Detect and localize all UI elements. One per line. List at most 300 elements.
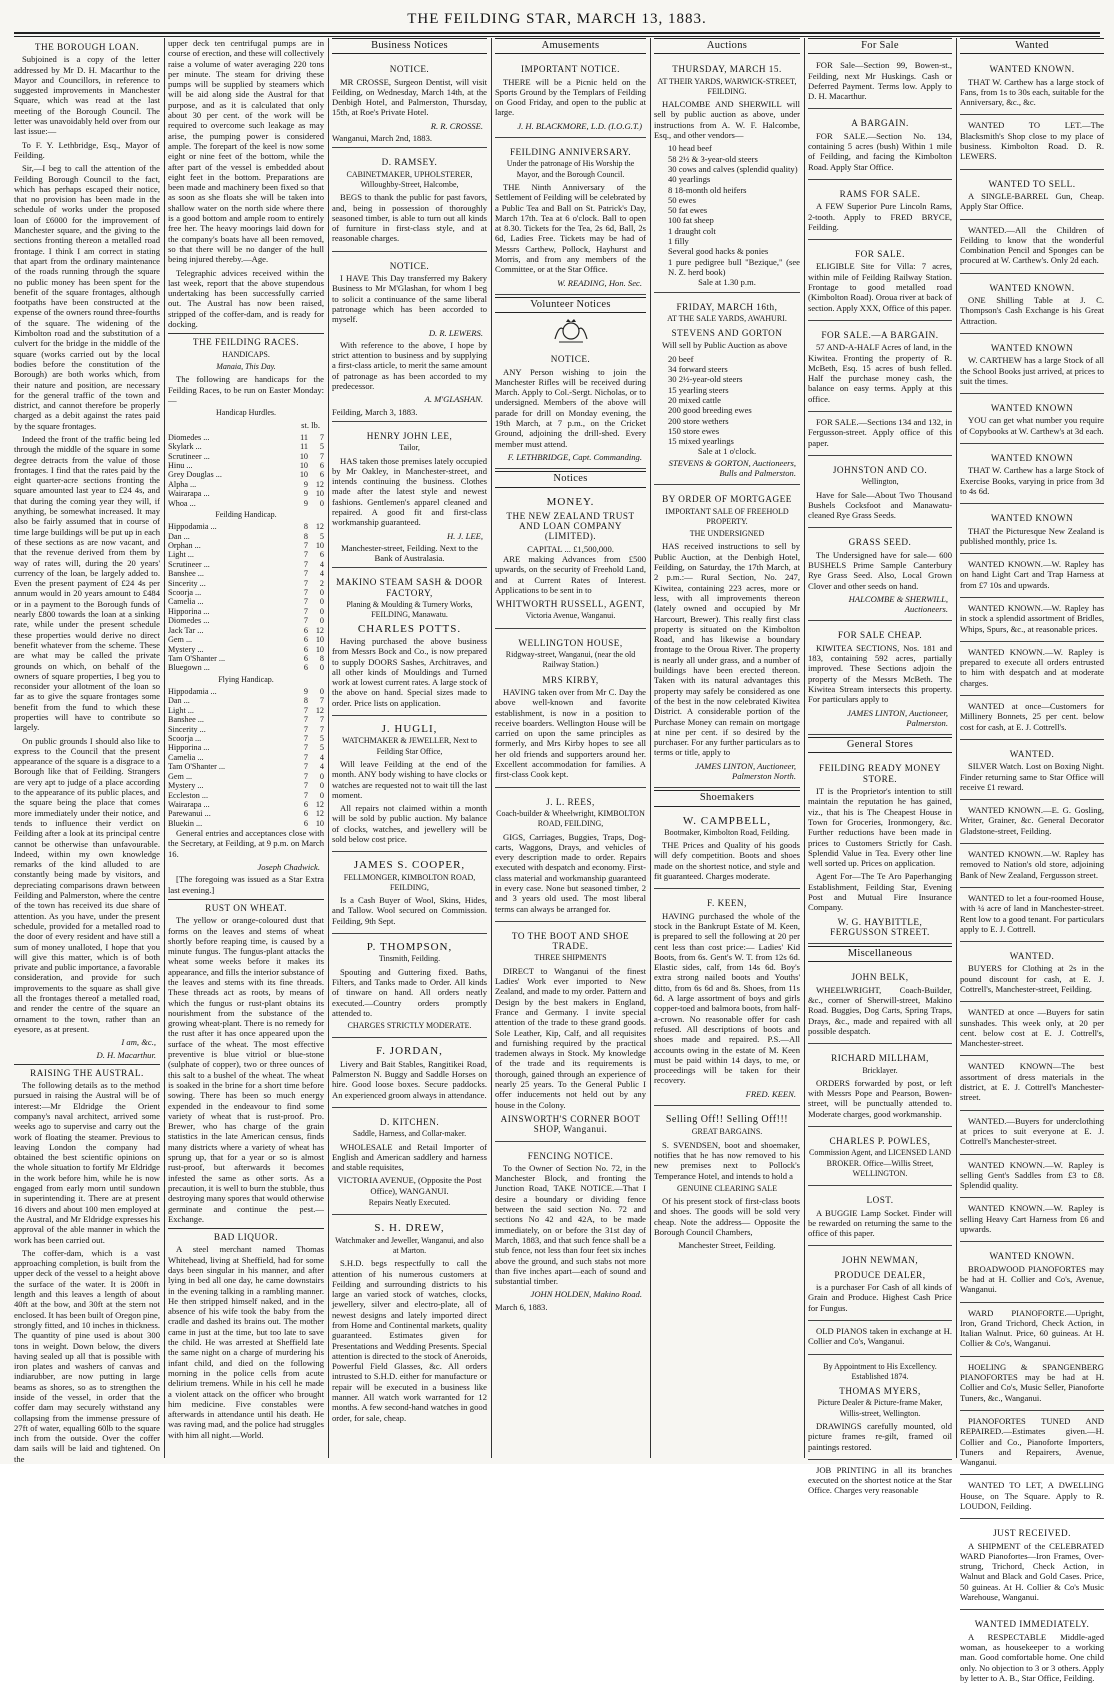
horse-name: Hippodamia ...	[168, 687, 217, 697]
weight-units: st. lb.	[301, 420, 320, 431]
horse-name: Alpha ...	[168, 479, 197, 489]
ad-text: Having purchased the above business from Messrs Bock and Co., is now prepared to supply DOORS Sashes, Architraves, and all other kinds of Mouldings and Turned work at lowest current rates. A large stock of the above on hand. Special sizes made to order. Price lists on application.	[332, 635, 487, 708]
race-entry	[168, 560, 324, 569]
ad-text: WANTED KNOWN.—W. Rapley is selling Heavy Cart Harness from £6 and upwards.	[960, 1203, 1104, 1235]
weight-lb: 10	[315, 541, 324, 551]
ad-heading: WANTED.	[1009, 748, 1055, 759]
article-heading: THE FEILDING RACES.	[168, 333, 324, 347]
ad-heading: CHARLES P. POWLES,	[829, 1136, 931, 1147]
royal-crest-icon	[551, 317, 591, 345]
column-3	[332, 38, 487, 1458]
ad-footer: Repairs Neatly Executed.	[368, 1198, 451, 1208]
advertisement	[960, 276, 1104, 334]
race-entry	[168, 569, 324, 578]
lot-item: 30 cows and calves (splendid quality)	[668, 163, 798, 174]
masthead	[14, 6, 1100, 34]
race-entry	[168, 522, 324, 531]
ad-heading: S. H. DREW,	[374, 1222, 445, 1235]
ad-heading: J. HUGLI,	[381, 723, 438, 736]
weight-st: 10	[299, 460, 308, 470]
ad-heading: IMPORTANT NOTICE.	[521, 64, 620, 75]
ad-signature: A. M'GLASHAN.	[424, 394, 483, 405]
horse-name: Wairarapa ...	[168, 799, 210, 809]
ad-text: HALCOMBE AND SHERWILL will sell by public auction as above, under instructions from A. W. F. Halcombe, Esq., and other vendors—	[654, 99, 800, 141]
weight-st: 10	[299, 470, 308, 480]
weight-st: 9	[303, 479, 308, 489]
advertisement	[960, 556, 1104, 598]
ad-text: WANTED KNOWN.—W. Rapley has in stock a splendid assortment of Bridles, Whips, Spurs, &c., at reasonable prices.	[960, 602, 1104, 634]
ad-subheading: FELLMONGER, KIMBOLTON ROAD, FEILDING,	[343, 872, 476, 892]
ad-text: THERE will be a Picnic held on the Sports Ground by the Templars of Feilding on Good Friday, and open to the public at large.	[495, 76, 646, 118]
race-entry	[168, 626, 324, 635]
ad-address: Victoria Avenue, Wanganui.	[525, 611, 616, 621]
weight-lb: 5	[319, 734, 324, 744]
ad-date: Feilding, March 3, 1883.	[332, 406, 418, 417]
ad-subheading: Tailor,	[399, 443, 420, 453]
ad-text: WANTED KNOWN.—W. Rapley is prepared to execute all orders entrusted to him with despatch and at moderate charges.	[960, 646, 1104, 688]
advertisement	[960, 1612, 1104, 1690]
advertisement	[960, 57, 1104, 115]
lot-item: 200 store wethers	[668, 415, 729, 426]
ad-subheading: Bootmaker, Kimbolton Road, Feilding.	[664, 827, 790, 837]
weight-st: 6	[303, 809, 308, 819]
ad-text: WHOLESALE and Retail Importer of English and American saddlery and harness and stable requisites,	[332, 1141, 487, 1173]
weight-st: 6	[303, 663, 308, 673]
ad-subheading: THREE SHIPMENTS	[534, 953, 607, 963]
column-rule	[650, 38, 651, 1458]
ad-subheading: Picture Dealer & Picture-frame Maker, Willis-street, Wellington.	[817, 1398, 943, 1418]
weight-st: 8	[303, 531, 308, 541]
ad-heading: JOHN NEWMAN,	[841, 1255, 919, 1266]
advertisement	[332, 254, 487, 422]
advertisement	[495, 1144, 646, 1316]
weight-st: 7	[303, 743, 308, 753]
race-entry	[168, 442, 324, 451]
race-entry	[168, 663, 324, 672]
article-heading: RUST ON WHEAT.	[168, 899, 324, 913]
column-rule	[491, 38, 492, 1458]
advertisement	[808, 242, 952, 321]
weight-st: 7	[303, 559, 308, 569]
advertisement	[960, 802, 1104, 844]
ad-subheading: AT THEIR YARDS, WARWICK-STREET, FEILDING.	[657, 76, 797, 96]
race-entry	[168, 541, 324, 550]
lot-item: 50 ewes	[668, 194, 696, 205]
ad-heading: MAKINO STEAM SASH & DOOR FACTORY,	[336, 577, 483, 598]
section-header: Auctions	[654, 38, 800, 54]
article-heading: RAISING THE AUSTRAL.	[14, 1064, 160, 1078]
race-entry	[168, 461, 324, 470]
ad-heading: CHARLES POTTS.	[357, 622, 462, 635]
ad-heading: D. KITCHEN.	[379, 1116, 440, 1127]
article-signature: D. H. Macarthur.	[96, 1049, 156, 1060]
ad-heading: THOMAS MYERS,	[839, 1386, 921, 1397]
ad-text: ORDERS forwarded by post, or left with Messrs Pope and Pearson, Bowen-street, will be punctually attended to. Moderate charges, good workmanship.	[808, 1077, 952, 1119]
advertisement	[495, 924, 646, 1142]
ad-heading: WANTED KNOWN	[990, 453, 1074, 464]
horse-name: Grey Douglas ...	[168, 470, 222, 480]
advertisement	[808, 1357, 952, 1460]
lot-item: 30 2½-year-old steers	[668, 374, 743, 385]
race-entry	[168, 635, 324, 644]
advertisement	[332, 718, 487, 852]
weight-st: 8	[303, 696, 308, 706]
weight-st: 7	[303, 790, 308, 800]
advertisement	[654, 1108, 800, 1255]
race-entry	[168, 489, 324, 498]
advertisement	[960, 506, 1104, 554]
advertisement	[960, 446, 1104, 504]
section-header: Wanted	[960, 38, 1104, 54]
horse-name: Camelia ...	[168, 597, 204, 607]
ad-heading: WANTED KNOWN	[990, 342, 1074, 353]
weight-lb: 5	[319, 531, 324, 541]
weight-st: 7	[303, 734, 308, 744]
advertisement	[960, 600, 1104, 642]
horse-name: Dan ...	[168, 696, 190, 706]
ad-heading: AINSWORTH'S CORNER BOOT SHOP, Wanganui.	[500, 1113, 641, 1135]
article-signoff: I am, &c.,	[121, 1037, 156, 1048]
advertisement	[332, 150, 487, 251]
ad-text: BROADWOOD PIANOFORTES may be had at H. Collier and Co's, Avenue, Wanganui.	[960, 1263, 1104, 1295]
lot-list	[654, 143, 800, 277]
ad-text: HAVING taken over from Mr C. Day the above well-known and favorite establishment, is now in a position to receive boarders. Wellington House will be carried on upon the same principles as formerly, and Mrs Kirby hopes to see all her old friends and supporters around her. Excellent accommodation for families. A first-class Cook kept.	[495, 686, 646, 780]
race-entry	[168, 654, 324, 663]
ad-text: Of his present stock of first-class boots and shoes. The goods will be sold very cheap. Note the address— Opposite the Borough Council Chambers,	[654, 1196, 800, 1237]
horse-name: Mystery ...	[168, 644, 204, 654]
ad-subheading: GREAT BARGAINS.	[691, 1127, 763, 1137]
weight-st: 10	[299, 451, 308, 461]
ad-text: FOR SALE.—Section No. 134, containing 5 acres (bush) Within 1 mile of Feilding, and facing the Kimbolton Road. Apply Star Office.	[808, 130, 952, 172]
ad-text: W. CARTHEW has a large Stock of all the School Books just arrived, at prices to suit the times.	[960, 355, 1104, 386]
race-heading: Feilding Handicap.	[215, 509, 277, 519]
advertisement	[960, 944, 1104, 1002]
ad-text: YOU can get what number you require of Copybooks at W. Carthew's at 3d each.	[960, 415, 1104, 436]
weight-lb: 10	[315, 635, 324, 645]
ad-text: A BUGGIE Lamp Socket. Finder will be rewarded on returning the same to the office of this paper.	[808, 1207, 952, 1239]
advertisement	[332, 936, 487, 1038]
ad-date: Wanganui, March 2nd, 1883.	[332, 133, 433, 144]
ad-text: IT is the Proprietor's intention to still maintain the reputation he has gained, viz., that his is The Cheapest House in Town for Groceries, Ironmongery, &c. Further reductions have been made in prices to Customers Strictly for Cash. Splendid Value in Tea. Every other line well sorted up. Prices on application.	[808, 786, 952, 869]
ad-heading: FOR SALE.	[855, 249, 905, 260]
section-header: Notices	[495, 471, 646, 487]
ad-heading: D. RAMSEY.	[381, 157, 438, 168]
ad-signature: JOHN HOLDEN, Makino Road.	[530, 1289, 642, 1300]
weight-st: 6	[303, 799, 308, 809]
ad-text: OLD PIANOS taken in exchange at H. Collier and Co's, Wanganui.	[808, 1325, 952, 1347]
ad-text: ARE making Advances from £500 upwards, on the security of Freehold Land, and at Current Rates of Interest. Applications to be sent in to	[495, 553, 646, 595]
advertisement	[332, 854, 487, 934]
ad-text: WANTED TO LET, A DWELLING House, on The Square. Apply to R. LOUDON, Feilding.	[960, 1480, 1104, 1511]
weight-st: 7	[303, 762, 308, 772]
horse-name: Scoorja ...	[168, 734, 202, 744]
ad-text: The Undersigned have for sale— 600 BUSHELS Prime Sample Canterbury Rye Grass Seed. Also, Local Grown Clover and other seeds on hand.	[808, 549, 952, 591]
capital-value: £1,500,000.	[573, 543, 614, 554]
ad-heading: WANTED KNOWN.	[989, 64, 1075, 75]
weight-lb: 0	[319, 663, 324, 673]
ad-text: THAT W. Carthew has a large Stock of Exercise Books, varying in price from 3d to 4s 6d.	[960, 465, 1104, 496]
advertisement	[960, 1058, 1104, 1110]
ad-heading: NOTICE.	[550, 354, 591, 365]
advertisement	[808, 1462, 952, 1503]
ad-text: BUYERS for Clothing at 2s in the pound discount for cash, at E. J. Cottrell's, Manchester-street, Feilding.	[960, 963, 1104, 994]
ad-subheading: Saddle, Harness, and Collar-maker.	[352, 1129, 467, 1139]
weight-st: 6	[303, 644, 308, 654]
weight-st: 7	[303, 541, 308, 551]
ad-address: Manchester-street, Feilding. Next to the Bank of Australasia.	[341, 542, 478, 564]
horse-name: Jack Tar ...	[168, 625, 204, 635]
ad-text: FOR SALE.—Sections 134 and 132, in Fergusson-street. Apply office of this paper.	[808, 417, 952, 448]
race-entry	[168, 725, 324, 734]
column-4	[495, 38, 646, 1458]
advertisement	[808, 756, 952, 944]
ad-signature: HALCOMBE & SHERWILL, Auctioneers.	[848, 593, 948, 615]
advertisement	[808, 111, 952, 179]
ad-subheading: GENUINE CLEARING SALE	[677, 1183, 777, 1193]
horse-name: Mystery ...	[168, 781, 204, 791]
horse-name: Banshee ...	[168, 569, 204, 579]
advertisement	[495, 491, 646, 629]
race-table	[168, 433, 324, 508]
race-table	[168, 522, 324, 673]
advertisement	[495, 57, 646, 138]
article-paragraph: A steel merchant named Thomas Whitehead, living at Sheffield, had for some days been singular in his manner, and after lying in bed all one day, he came downstairs in the evening talking in a rambling manner. He then stripped himself naked, and in the absence of his wife took the baby from the cradle and dashed its brains out. The mother came in just at the time, but too late to save the child. He was arrested at Sheffield late the same night on a charge of murdering his infant child, and died on the following morning in the police cells from acute delirium tremens. While in his cell he made a violent attack on the officer who brought him medicine. Five constables were afterwards in attendance until his death. He was raving mad, and the police had struggles with him all night.—World.	[168, 1244, 324, 1440]
horse-name: Parewanui ...	[168, 809, 211, 819]
ad-heading: WANTED KNOWN	[990, 513, 1074, 524]
ad-text: ANY Person wishing to join the Manchester Rifles will be received during March. Apply to Col.-Sergt. Nicholas, or to undersigned. Members of the above will parade for drill on Monday evening, the 19th March, at 7 p.m., on the Cricket Ground, adjoining the drill-shed. Every member must attend.	[495, 366, 646, 449]
ad-signature: JAMES LINTON, Auctioneer, Palmerston.	[847, 707, 948, 728]
lot-item: 15 yearling steers	[668, 384, 729, 395]
race-entry	[168, 781, 324, 790]
weight-lb: 12	[315, 479, 324, 489]
advertisement	[654, 295, 800, 486]
ad-text: Have for Sale—About Two Thousand Bushels Cocksfoot and Manawatu-cleaned Rye Grass Seeds.	[808, 489, 952, 521]
ad-text: HAS received instructions to sell by Public Auction, at the Denbigh Hotel, Feilding, on Saturday, the 17th March, at 2 p.m.:— Rural Section, No. 247, Kiwitea, containing 223 acres, more or less, with all improvements thereon (lately owned and occupied by Mr Harcourt, Brewer). This really first class property is situated on the Kimbolton Road, and has likewise a boundary frontage to the Oroua River. The property is nearly all under grass, and a number of buildings have been erected thereon. Taken with its natural advantages this property may safely be considered as one of the best in the now celebrated Kiwitea District. A considerable portion of the Purchase Money can remain on mortgage at nine per cent. if so desired by the purchaser. For any further particulars as to terms or title, apply to	[654, 541, 800, 758]
weight-lb: 0	[319, 606, 324, 616]
ad-text: PIANOFORTES TUNED AND REPAIRED.—Estimates given.—H. Collier and Co., Pianoforte Importers, Tuners and Repairers, Avenue, Wanganui.	[960, 1415, 1104, 1468]
ad-heading: WANTED KNOWN.	[989, 282, 1075, 293]
ad-heading: PRODUCE DEALER,	[834, 1269, 926, 1280]
advertisement	[808, 1188, 952, 1246]
weight-st: 7	[303, 724, 308, 734]
weight-st: 7	[303, 752, 308, 762]
ad-heading: FOR SALE CHEAP.	[837, 630, 923, 641]
weight-st: 7	[303, 569, 308, 579]
ad-text: Will sell by Public Auction as above	[662, 340, 788, 351]
race-entry	[168, 791, 324, 800]
advertisement	[960, 742, 1104, 800]
weight-st: 9	[303, 687, 308, 697]
advertisement	[960, 1521, 1104, 1610]
column-rule	[956, 38, 957, 1458]
ad-text: A SHIPMENT of the CELEBRATED WARD Pianofortes—Iron Frames, Over-strung, Trichord, Check Action, in Walnut and Black and Gold Cases. Price, 50 guineas. At H. Collier & Co's Music Warehouse, Wanganui.	[960, 1540, 1104, 1603]
lot-item: 50 fat ewes	[668, 205, 708, 216]
weight-lb: 0	[319, 781, 324, 791]
ad-heading: WHITWORTH RUSSELL, AGENT,	[496, 599, 645, 610]
ad-subheading: THE UNDERSIGNED	[689, 529, 765, 539]
weight-lb: 10	[315, 644, 324, 654]
race-entry	[168, 696, 324, 705]
weight-lb: 8	[319, 653, 324, 663]
ad-text: HAVING purchased the whole of the stock in the Bankrupt Estate of M. Keen, is prepared to sell the following at 20 per cent less than cost price:— Ladies' Kid Boots, from 6s. Gent's W. T. from 12s 6d. Elastic sides, calf, from 14s 6d. Boy's extra strong nailed boots and Youths' ditto, from 6s 6d and 8s. Shoes, from 11s 6d. A large assortment of boys and girls copper-toed and balmora boots, from half-a-crown. No reasonable offer for cash refused. All descriptions of boots and shoes made and repaired. P.S.—All accounts owing in the estate of M. Keen must be paid within 14 days, to me, or proceedings will be taken for their recovery.	[654, 910, 800, 1086]
ad-text: THAT W. Carthew has a large stock of Fans, from 1s to 30s each, suitable for the Anniversary, &c., &c.	[960, 76, 1104, 108]
race-entry	[168, 499, 324, 508]
ad-heading: W. CAMPBELL,	[682, 814, 772, 827]
ad-text: S.H.D. begs respectfully to call the attention of his numerous customers at Feilding and surrounding districts to his large an varied stock of watches, clocks, jewellery, silver and electro-plate, all of newest designs and lately imported direct from Home and Continental markets, quality guaranteed. Estimates given for Presentations and Wedding Presents. Special attention is directed to the stock of Aneroids, Powerful Field Glasses, &c. All orders intrusted to S.H.D. either for manufacture or repair will be executed in a business like manner. All watch work warranted for 12 months. A few second-hand watches in good order, for sale, cheap.	[332, 1258, 487, 1423]
advertisement	[960, 1244, 1104, 1302]
advertisement	[332, 424, 487, 569]
race-entry	[168, 480, 324, 489]
ad-signature: STEVENS & GORTON, Auctioneers, Bulls and Palmerston.	[668, 457, 796, 478]
ad-text: is a purchaser For Cash of all kinds of Grain and Produce. Highest Cash Price for Fungus.	[808, 1282, 952, 1313]
article-paragraph: Subjoined is a copy of the letter addressed by Mr D. H. Macarthur to the Mayor and Councillors, in reference to suggested improvements in Manchester Square, which was read at the last meeting of the Borough Council. The letter was unavoidably held over from our last issue:—	[14, 54, 160, 137]
horse-name: Scoorja ...	[168, 588, 202, 598]
masthead-title: THE FEILDING STAR, MARCH 13, 1883.	[407, 11, 707, 27]
ad-signature: H. J. LEE,	[446, 530, 483, 541]
race-entry	[168, 809, 324, 818]
ad-subheading: WATCHMAKER & JEWELLER, Next to Feilding Star Office,	[342, 736, 477, 756]
ad-signature: D. R. LEWERS.	[428, 327, 483, 338]
weight-lb: 5	[319, 442, 324, 452]
ad-text: WANTED KNOWN.—W. Rapley is selling Gent's Saddles from £3 to £8. Splendid quality.	[960, 1159, 1104, 1191]
ad-heading: JOHN BELK,	[851, 972, 909, 983]
weight-lb: 0	[319, 687, 324, 697]
ad-text: WANTED.—Buyers for underclothing at prices to suit everyone at E. J. Cottrell's Manchester-street.	[960, 1115, 1104, 1147]
ad-text: THE Ninth Anniversary of the Settlement of Feilding will be celebrated by a Public Tea and Ball on St. Patrick's Day, March 17th. Tea at 6 o'clock. Ball to open at 8.30. Tickets for the Tea, 2s 6d, Ball, 2s 6d, Ladies Free. Tickets may be had of Messrs Carthew, Pollock, Hayhurst and Morris, and from any members of the Committee, or at the Star Office.	[495, 181, 646, 275]
weight-lb: 12	[315, 799, 324, 809]
article-paragraph: upper deck ten centrifugal pumps are in course of erection, and these will collectively raise a volume of water averaging 220 tons per minute. The steam for driving these pumps will be supplied by steamers which will be aid along side the Austral for that purpose, and as it is calculated that only about 30 per cent. of the work will be required to overcome such leakage as may arise, the pumping power is considered ample. The forepart of the keel is now some eight or nine feet of the bottom, while the after part of the vessel is embedded about eight feet in the bottom. Preparations are been made and machinery been fixed so that as soon as she floats she will be taken into shallow water on the north side where there is a good bottom and ample room to entirely free her. The heavy moorings laid down for the company's boats have all been removed, so that there will be no danger of the hull being injured thereby.—Age.	[168, 38, 324, 265]
weight-st: 9	[303, 498, 308, 508]
advertisement	[495, 140, 646, 295]
weight-st: 6	[303, 818, 308, 828]
ad-signature: FRED. KEEN.	[745, 1088, 796, 1099]
weight-lb: 4	[319, 569, 324, 579]
horse-name: Bluegown ...	[168, 663, 210, 673]
ad-heading: Selling Off!! Selling Off!!!	[665, 1114, 789, 1126]
ad-text: WANTED to let a four-roomed House, with ¼ acre of land in Manchester-street. Rent low to a good tenant. For particulars apply to E. J. Cottrell.	[960, 892, 1104, 934]
race-entry	[168, 607, 324, 616]
section-header: Volunteer Notices	[495, 297, 646, 313]
ad-address: VICTORIA AVENUE, (Opposite the Post Office), WANGANUI.	[337, 1175, 482, 1196]
advertisement	[332, 1217, 487, 1430]
ad-text: WANTED at once —Buyers for satin sunshades. This week only, at 20 per cent. below cost at E. J. Cottrell's, Manchester-street.	[960, 1007, 1104, 1049]
advertisement	[960, 1305, 1104, 1357]
advertisement	[960, 172, 1104, 220]
ad-heading: FOR SALE.—A BARGAIN.	[821, 329, 939, 340]
lot-item: 15 mixed yearlings	[668, 436, 734, 447]
weight-lb: 7	[319, 451, 324, 461]
ad-heading: BY ORDER OF MORTGAGEE	[662, 494, 792, 505]
race-entry	[168, 743, 324, 752]
ad-text: KIWITEA SECTIONS, Nos. 181 and 183, containing 592 acres, partially improved. These Sections adjoin the property of the Messrs McBeth. The Kiwitea Stream intersects this property. For particulars apply to	[808, 642, 952, 705]
weight-st: 7	[303, 606, 308, 616]
weight-st: 7	[303, 588, 308, 598]
horse-name: Scrutineer ...	[168, 451, 210, 461]
ad-text: 57 AND-A-HALF Acres of land, in the Kiwitea. Fronting the property of R. McBeth, Esq. 15 acres of bush felled. Half the purchase money cash, the balance on easy terms. Apply at this office.	[808, 342, 952, 404]
ad-text: Livery and Bait Stables, Rangitikei Road, Palmerston N. Buggy and Saddle Horses on hire. Good loose boxes. Secure paddocks. An experienced groom always in attendance.	[332, 1058, 487, 1100]
race-entry	[168, 588, 324, 597]
advertisement	[808, 323, 952, 412]
weight-lb: 0	[319, 790, 324, 800]
ad-subheading: CABINETMAKER, UPHOLSTERER, Willoughby-Street, Halcombe,	[346, 169, 473, 189]
article-paragraph: General entries and acceptances close with the Secretary, at Feilding, at 9 p.m. on March 16.	[168, 828, 324, 859]
ad-heading: JUST RECEIVED.	[993, 1528, 1071, 1539]
weight-st: 7	[303, 578, 308, 588]
ad-text: BEGS to thank the public for past favors, and, being in possession of thoroughly seasoned timber, is able to turn out all kinds of furniture in first-class style, and at reasonable charges.	[332, 192, 487, 244]
lot-item: 10 head beef	[668, 143, 712, 154]
lot-item: 1 pure pedigree bull "Bezique," (see N. Z. herd book)	[668, 256, 800, 277]
ad-heading: NOTICE.	[389, 260, 430, 271]
ad-text: FOR Sale—Section 99, Bowen-st., Feilding, next Mr Huskings. Cash or Deferred Payment. Terms low. Apply to D. H. Macarthur.	[808, 60, 952, 102]
advertisement	[960, 1413, 1104, 1475]
capital-label: CAPITAL	[527, 543, 563, 554]
weight-lb: 6	[319, 460, 324, 470]
lot-item: 100 fat sheep	[668, 215, 714, 226]
ad-subheading: Wellington,	[861, 477, 899, 487]
ad-text: All repairs not claimed within a month will be sold by public auction. My balance of clocks, watches, and jewellery will be sold below cost price.	[332, 803, 487, 844]
ad-heading: RICHARD MILLHAM,	[831, 1053, 929, 1064]
horse-name: Sincerity ...	[168, 724, 206, 734]
advertisement	[960, 1113, 1104, 1155]
advertisement	[332, 1110, 487, 1215]
advertisement	[808, 623, 952, 735]
race-heading: Flying Handicap.	[218, 674, 274, 684]
race-entry	[168, 470, 324, 479]
ad-footer: CHARGES STRICTLY MODERATE.	[347, 1021, 472, 1031]
sale-time: Sale at 1 o'clock.	[697, 446, 757, 457]
ad-text: ONE Shilling Table at J. C. Thompson's Cash Exchange is his Great Attraction.	[960, 295, 1104, 326]
article-paragraph: To F. Y. Lethbridge, Esq., Mayor of Feilding.	[14, 139, 160, 160]
advertisement	[332, 57, 487, 148]
ad-heading: J. L. REES,	[546, 796, 595, 807]
section-header: Business Notices	[332, 38, 487, 54]
weight-st: 7	[303, 705, 308, 715]
weight-lb: 0	[319, 498, 324, 508]
ad-heading: HENRY JOHN LEE,	[366, 430, 453, 441]
horse-name: Gem ...	[168, 635, 193, 645]
section-header: General Stores	[808, 737, 952, 753]
race-entry	[168, 706, 324, 715]
ad-heading: FEILDING READY MONEY STORE.	[819, 763, 941, 784]
weight-lb: 12	[315, 809, 324, 819]
column-1	[14, 38, 160, 1464]
ad-signature: JAMES LINTON, Auctioneer, Palmerston North.	[695, 760, 796, 781]
masthead-rule	[14, 36, 1100, 37]
weight-lb: 5	[319, 743, 324, 753]
ad-heading: GRASS SEED.	[848, 537, 912, 548]
advertisement	[495, 347, 646, 469]
article-paragraph: The coffer-dam, which is a vast approaching completion, is built from the upper deck of the vessel to a height above the surface of the water. It is 200ft in length and this leaves a length of about 40ft at the bow, and 30ft at the stern not enclosed. It has been built of Oregon pine, strongly fitted, and 10 inches in thickness. The quantity of pine used is about 300 tons in weight. Down below, the divers having sealed up all that is possible with iron plates and washers of canvas and indiarubber, are now putting in large beams as shores, so as to strengthen the inside of the vessel, in order that the coffer dam may securely withstand any collapsing from the immense pressure of 27ft of water, equalling 60lb to the square inch from the outside. Over the coffer dam sails will be laid and tightened. On the	[14, 1247, 160, 1464]
ad-text: A SINGLE-BARREL Gun, Cheap. Apply Star Office.	[960, 190, 1104, 212]
sale-time: Sale at 1.30 p.m.	[698, 277, 756, 288]
lot-item: Several good hacks & ponies	[668, 246, 769, 257]
column-rule	[164, 38, 165, 1458]
ad-text: WANTED at once—Customers for Millinery Bonnets, 25 per cent. below cost for cash, at E. J. Cottrell's.	[960, 701, 1104, 732]
ad-text: HAS taken those premises lately occupied by Mr Oakley, in Manchester-street, and intends continuing the business. Clothes made after the latest style and newest fashions. Gentlemen's apparel cleaned and repaired. A good fit and first-class workmanship guaranteed.	[332, 455, 487, 528]
ad-text: WANTED KNOWN—The best assortment of dress materials in the district, at E. J. Cottrell's Manchester-street.	[960, 1061, 1104, 1103]
ad-signature: R. R. CROSSE.	[430, 120, 483, 131]
ad-heading: WANTED TO SELL.	[988, 178, 1076, 189]
advertisement	[960, 1359, 1104, 1411]
weight-st: 7	[303, 597, 308, 607]
ad-subheading: Watchmaker and Jeweller, Wanganui, and also at Marton.	[335, 1235, 484, 1255]
race-table	[168, 687, 324, 828]
lot-item: 1 filly	[668, 236, 689, 247]
race-entry	[168, 687, 324, 696]
weight-lb: 4	[319, 752, 324, 762]
race-entry	[168, 579, 324, 588]
lot-list	[654, 354, 800, 447]
